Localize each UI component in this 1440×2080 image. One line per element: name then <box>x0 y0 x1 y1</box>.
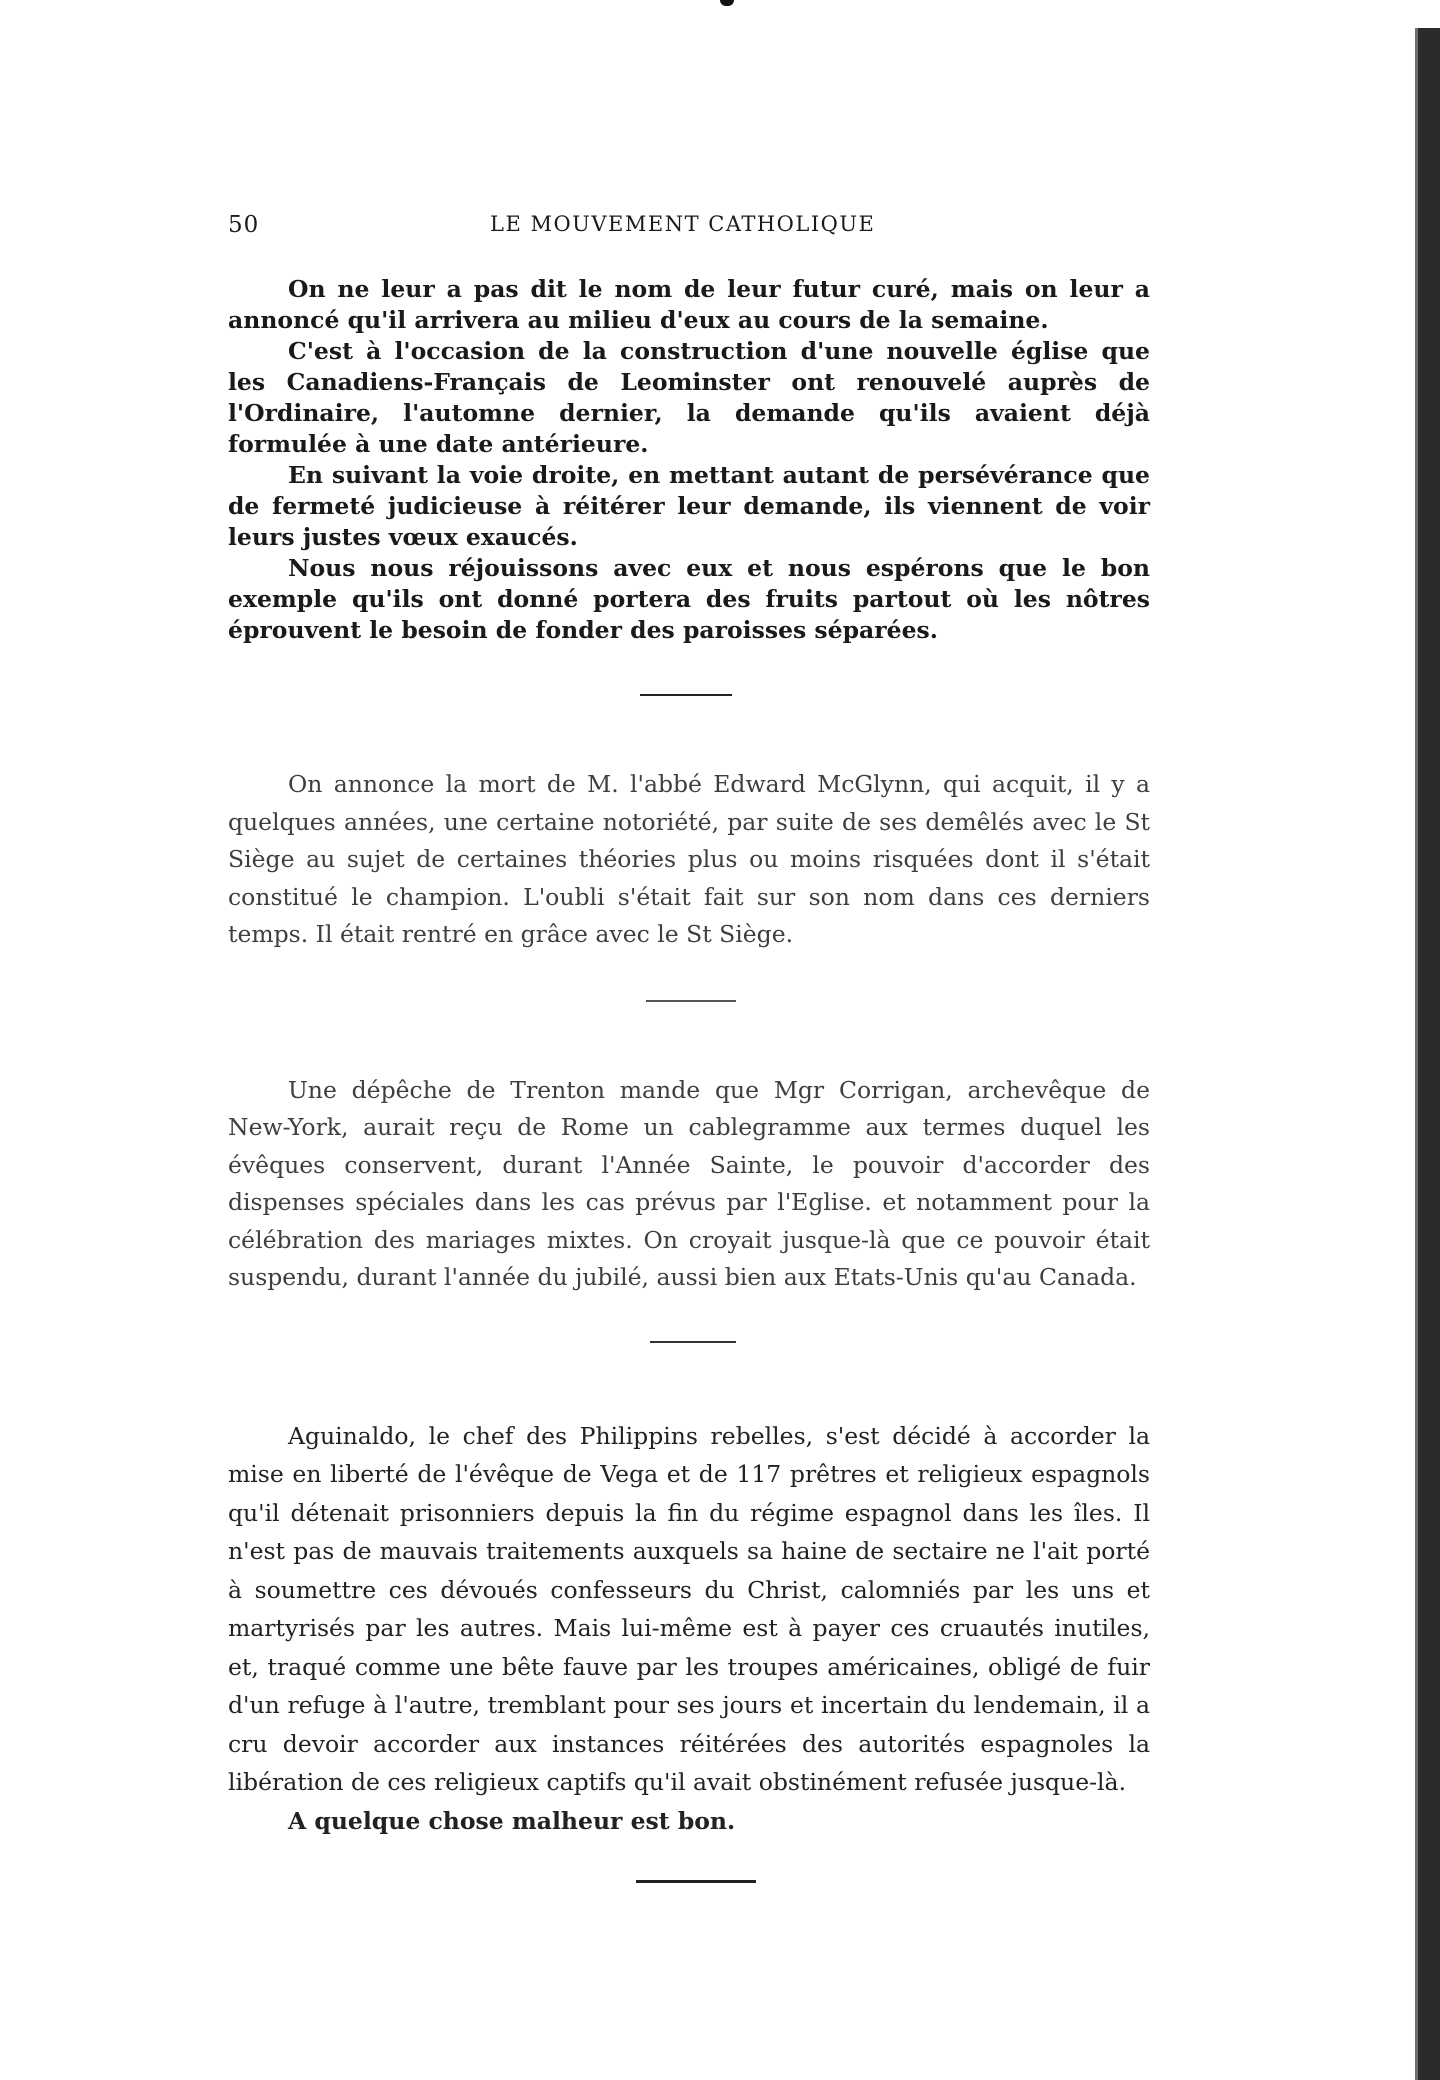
book-spine <box>1418 28 1440 2080</box>
book-page <box>228 212 1150 1883</box>
article-paragraph: On ne leur a pas dit le nom de leur futur curé, mais on leur a annoncé qu'il arrivera au milieu d'eux au cours de la semaine. <box>228 275 1150 334</box>
article-paragraph: Nous nous réjouissons avec eux et nous espérons que le bon exemple qu'ils ont donné portera des fruits partout où les nôtres éprouvent le besoin de fonder des paroisses séparées. <box>228 554 1150 644</box>
section-divider <box>640 694 732 696</box>
section-divider <box>650 1341 736 1343</box>
scan-speck <box>720 0 734 6</box>
article-paragraph: Une dépêche de Trenton mande que Mgr Corrigan, archevêque de New-York, aurait reçu de Rome un cablegramme aux termes duquel les évêques conservent, durant l'Année Sainte, le pouvoir d'accorder des dispenses spéciales dans les cas prévus par l'Eglise. et notamment pour la célébration des mariages mixtes. On croyait jusque-là que ce pouvoir était suspendu, durant l'année du jubilé, aussi bien aux Etats-Unis qu'au Canada. <box>228 1075 1150 1291</box>
page-number: 50 <box>228 212 260 238</box>
section-divider <box>646 1000 736 1002</box>
article-leominster-parish <box>228 274 1150 646</box>
running-title: LE MOUVEMENT CATHOLIQUE <box>490 212 876 236</box>
section-divider <box>636 1880 756 1883</box>
running-head <box>228 212 1150 242</box>
article-paragraph: A quelque chose malheur est bon. <box>288 1806 736 1835</box>
article-paragraph: Aguinaldo, le chef des Philippins rebelles, s'est décidé à accorder la mise en liberté de l'évêque de Vega et de 117 prêtres et religieux espagnols qu'il détenait prisonniers depuis la fin du régime espagnol dans les îles. Il n'est pas de mauvais traitements auxquels sa haine de sectaire ne l'ait porté à soumettre ces dévoués confesseurs du Christ, calomniés par les uns et martyrisés par les autres. Mais lui-même est à payer ces cruautés inutiles, et, traqué comme une bête fauve par les troupes américaines, obligé de fuir d'un refuge à l'autre, tremblant pour ses jours et incertain du lendemain, il a cru devoir accorder aux instances réitérées des autorités espagnoles la libération de ces religieux captifs qu'il avait obstinément refusée jusque-là. <box>228 1421 1150 1796</box>
article-mcglynn <box>228 766 1150 954</box>
article-paragraph: En suivant la voie droite, en mettant autant de persévérance que de fermeté judicieuse à réitérer leur demande, ils viennent de voir leurs justes vœux exaucés. <box>228 461 1150 551</box>
article-aguinaldo <box>228 1417 1150 1841</box>
article-paragraph: On annonce la mort de M. l'abbé Edward McGlynn, qui acquit, il y a quelques années, une certaine notoriété, par suite de ses demêlés avec le St Siège au sujet de certaines théories plus ou moins risquées dont il s'était constitué le champion. L'oubli s'était fait sur son nom dans ces derniers temps. Il était rentré en grâce avec le St Siège. <box>228 770 1150 948</box>
article-paragraph: C'est à l'occasion de la construction d'une nouvelle église que les Canadiens-Français de Leominster ont renouvelé auprès de l'Ordinaire, l'automne dernier, la demande qu'ils avaient déjà formulée à une date antérieure. <box>228 337 1150 458</box>
article-trenton-dispatch <box>228 1072 1150 1297</box>
